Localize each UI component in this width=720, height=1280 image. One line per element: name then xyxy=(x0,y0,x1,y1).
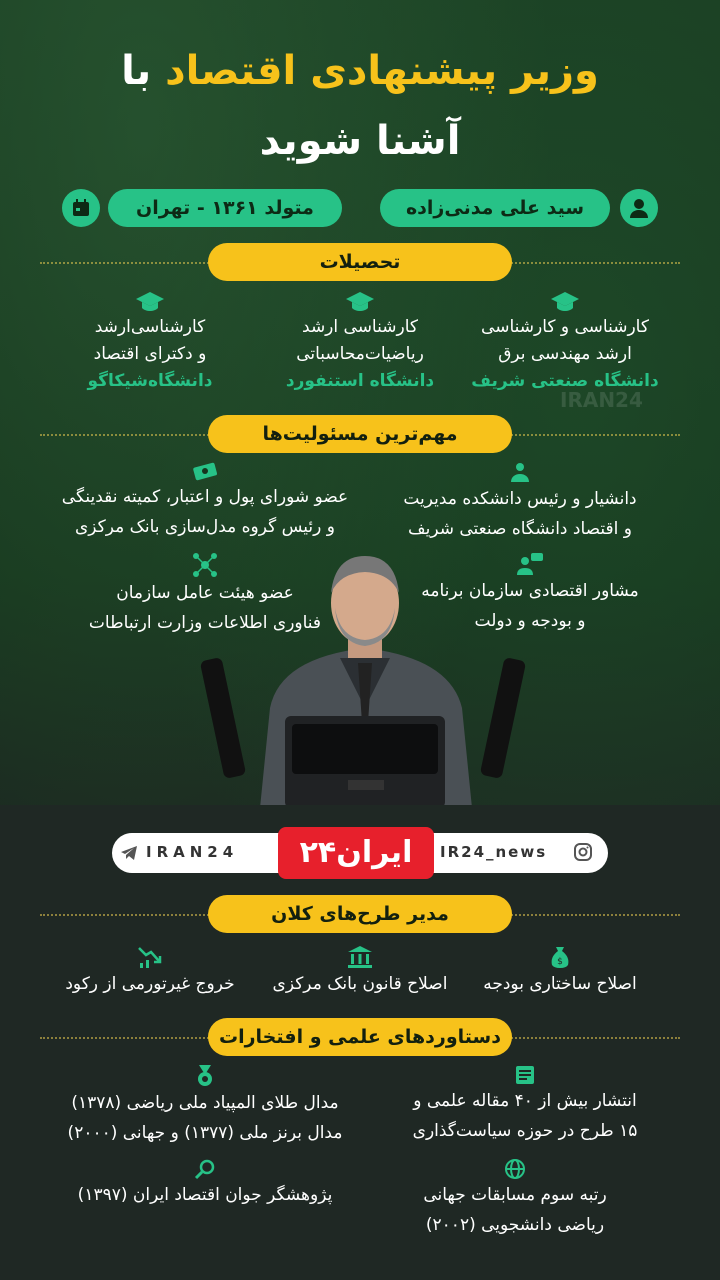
achievement-line: ۱۵ طرح در حوزه سیاست‌گذاری xyxy=(412,1121,638,1141)
achievement-line: ریاضی دانشجویی (۲۰۰۲) xyxy=(425,1215,605,1235)
achievement-line: مدال برنز ملی (۱۳۷۷) و جهانی (۲۰۰۰) xyxy=(67,1123,343,1143)
responsibilities-heading: مهم‌ترین مسئولیت‌ها xyxy=(208,415,512,453)
education-school: دانشگاه‌شیکاگو xyxy=(87,371,213,391)
title-prefix: با xyxy=(121,48,152,94)
achievement-item xyxy=(55,1158,355,1210)
plan-label: اصلاح ساختاری بودجه xyxy=(483,974,637,994)
brand-logo[interactable]: ایران۲۴ xyxy=(278,827,434,879)
achievement-item xyxy=(40,1064,370,1148)
education-heading: تحصیلات xyxy=(208,243,512,281)
responsibility-line: عضو هیئت عامل سازمان xyxy=(116,583,294,603)
plan-item xyxy=(460,945,660,999)
telegram-icon[interactable] xyxy=(120,845,138,861)
graduation-cap-icon xyxy=(255,290,465,314)
birth-badge: متولد ۱۳۶۱ - تهران xyxy=(108,189,342,227)
bank-icon xyxy=(260,945,460,969)
plan-label: خروج غیرتورمی از رکود xyxy=(65,974,235,994)
user-icon xyxy=(620,189,658,227)
achievement-line: مدال طلای المپیاد ملی ریاضی (۱۳۷۸) xyxy=(71,1093,339,1113)
brand-right-text: IR24_news xyxy=(440,843,548,861)
page-subtitle: آشنا شوید xyxy=(259,118,461,164)
responsibility-line: عضو شورای پول و اعتبار، کمیته نقدینگی xyxy=(61,487,349,507)
achievements-heading: دستاوردهای علمی و افتخارات xyxy=(208,1018,512,1056)
responsibility-line: و اقتصاد دانشگاه صنعتی شریف xyxy=(408,519,632,539)
responsibility-line: و رئیس گروه مدل‌سازی بانک مرکزی xyxy=(74,517,335,537)
responsibility-item xyxy=(370,460,670,544)
achievement-line: پژوهشگر جوان اقتصاد ایران (۱۳۹۷) xyxy=(77,1185,333,1205)
achievement-line: رتبه سوم مسابقات جهانی xyxy=(423,1185,607,1205)
education-line: کارشناسی ارشد xyxy=(302,317,418,337)
achievement-item xyxy=(370,1158,660,1240)
education-line: ریاضیات‌محاسباتی xyxy=(296,344,424,364)
globe-icon xyxy=(370,1158,660,1180)
instagram-icon[interactable] xyxy=(574,843,592,861)
research-icon xyxy=(55,1158,355,1180)
education-line: ارشد مهندسی برق xyxy=(498,344,632,364)
plan-item xyxy=(50,945,250,999)
education-line: کارشناسی و کارشناسی xyxy=(481,317,649,337)
education-line: کارشناسی‌ارشد xyxy=(94,317,206,337)
money-bag-icon xyxy=(460,945,660,969)
article-icon xyxy=(370,1064,680,1086)
education-item xyxy=(460,290,670,395)
title-highlight: وزیر پیشنهادی اقتصاد xyxy=(165,48,599,94)
responsibility-item xyxy=(40,460,370,542)
decline-chart-icon xyxy=(50,945,250,969)
name-badge: سید علی مدنی‌زاده xyxy=(380,189,610,227)
plans-heading: مدیر طرح‌های کلان xyxy=(208,895,512,933)
responsibility-line: دانشیار و رئیس دانشکده مدیریت xyxy=(403,489,637,509)
plan-item xyxy=(260,945,460,999)
graduation-cap-icon xyxy=(460,290,670,314)
education-school: دانشگاه صنعتی شریف xyxy=(471,371,659,391)
teacher-icon xyxy=(370,460,670,484)
responsibility-line: فناوری اطلاعات وزارت ارتباطات xyxy=(88,613,322,633)
brand-left-text: IRAN24 xyxy=(146,843,239,861)
education-item xyxy=(255,290,465,395)
money-icon xyxy=(40,460,370,482)
minister-photo xyxy=(200,548,530,808)
education-line: و دکترای اقتصاد xyxy=(93,344,207,364)
responsibility-line: و بودجه و دولت xyxy=(474,611,586,631)
education-item xyxy=(45,290,255,395)
watermark: IRAN24 xyxy=(560,388,643,412)
achievement-item xyxy=(370,1064,680,1146)
plan-label: اصلاح قانون بانک مرکزی xyxy=(272,974,448,994)
responsibility-line: مشاور اقتصادی سازمان برنامه xyxy=(421,581,639,601)
calendar-icon xyxy=(62,189,100,227)
svg-text:$: $ xyxy=(557,957,563,967)
page-title xyxy=(0,48,720,94)
graduation-cap-icon xyxy=(45,290,255,314)
medal-icon xyxy=(40,1064,370,1088)
education-school: دانشگاه استنفورد xyxy=(285,371,435,391)
achievement-line: انتشار بیش از ۴۰ مقاله علمی و xyxy=(413,1091,637,1111)
